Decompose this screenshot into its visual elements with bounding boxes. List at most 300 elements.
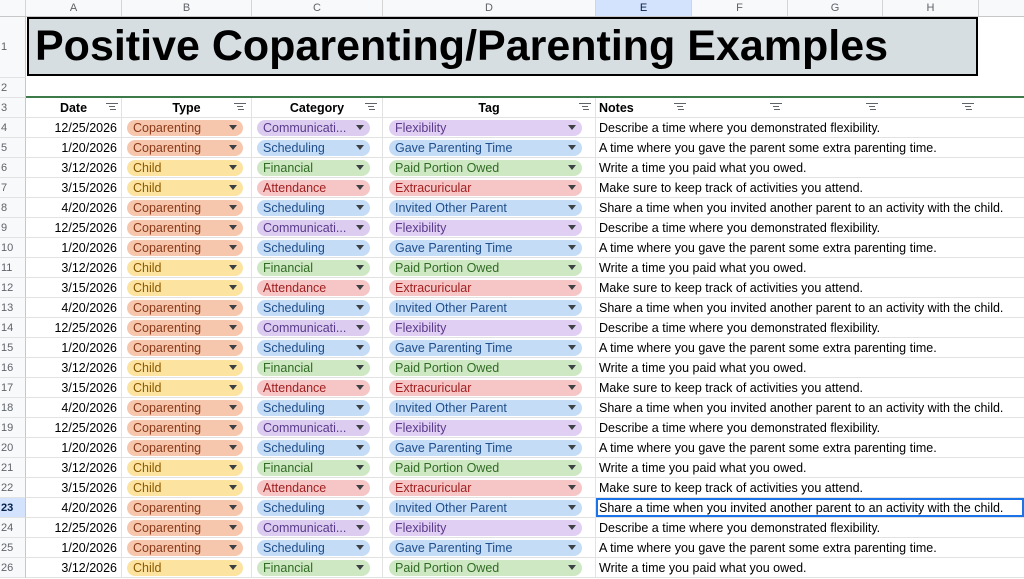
type-dropdown[interactable]: [127, 280, 243, 296]
notes-cell[interactable]: Describe a time where you demonstrated flexibility.: [599, 520, 881, 535]
dropdown-arrow-icon[interactable]: [356, 245, 364, 250]
notes-cell[interactable]: Write a time you paid what you owed.: [599, 360, 807, 375]
category-dropdown[interactable]: [257, 480, 370, 496]
dropdown-arrow-icon[interactable]: [356, 145, 364, 150]
tag-cell[interactable]: [383, 278, 596, 297]
category-dropdown[interactable]: [257, 220, 370, 236]
dropdown-arrow-icon[interactable]: [568, 185, 576, 190]
type-cell[interactable]: [122, 438, 252, 457]
tag-dropdown[interactable]: [389, 320, 582, 336]
notes-cell[interactable]: A time where you gave the parent some extra parenting time.: [599, 540, 937, 555]
dropdown-arrow-icon[interactable]: [229, 365, 237, 370]
type-header[interactable]: [122, 98, 252, 117]
type-dropdown[interactable]: [127, 200, 243, 216]
dropdown-arrow-icon[interactable]: [229, 405, 237, 410]
dropdown-arrow-icon[interactable]: [229, 305, 237, 310]
dropdown-arrow-icon[interactable]: [568, 565, 576, 570]
category-dropdown[interactable]: [257, 540, 370, 556]
tag-cell[interactable]: [383, 198, 596, 217]
tag-cell[interactable]: [383, 438, 596, 457]
type-cell[interactable]: [122, 518, 252, 537]
notes-cell[interactable]: Describe a time where you demonstrated flexibility.: [599, 220, 881, 235]
dropdown-arrow-icon[interactable]: [356, 405, 364, 410]
dropdown-arrow-icon[interactable]: [568, 285, 576, 290]
row-number[interactable]: 6: [0, 158, 26, 178]
notes-cell[interactable]: Describe a time where you demonstrated flexibility.: [599, 420, 881, 435]
tag-dropdown[interactable]: [389, 440, 582, 456]
date-cell[interactable]: 3/15/2026: [26, 178, 122, 197]
row-number[interactable]: 25: [0, 538, 26, 558]
row-number[interactable]: 3: [0, 98, 26, 118]
column-header-f[interactable]: F: [692, 0, 788, 16]
tag-dropdown[interactable]: [389, 180, 582, 196]
column-header-e[interactable]: E: [596, 0, 692, 16]
date-cell[interactable]: 4/20/2026: [26, 498, 122, 517]
type-cell[interactable]: [122, 218, 252, 237]
type-cell[interactable]: [122, 398, 252, 417]
notes-cell[interactable]: Make sure to keep track of activities you attend.: [599, 280, 864, 295]
dropdown-arrow-icon[interactable]: [356, 485, 364, 490]
dropdown-arrow-icon[interactable]: [356, 365, 364, 370]
category-cell[interactable]: [252, 398, 383, 417]
date-cell[interactable]: 4/20/2026: [26, 198, 122, 217]
notes-cell[interactable]: Write a time you paid what you owed.: [599, 460, 807, 475]
dropdown-arrow-icon[interactable]: [356, 505, 364, 510]
dropdown-arrow-icon[interactable]: [568, 385, 576, 390]
row-number[interactable]: 26: [0, 558, 26, 578]
type-cell[interactable]: [122, 418, 252, 437]
category-cell[interactable]: [252, 378, 383, 397]
category-cell[interactable]: [252, 118, 383, 137]
dropdown-arrow-icon[interactable]: [229, 485, 237, 490]
category-dropdown[interactable]: [257, 460, 370, 476]
dropdown-arrow-icon[interactable]: [356, 165, 364, 170]
category-cell[interactable]: [252, 218, 383, 237]
dropdown-arrow-icon[interactable]: [229, 145, 237, 150]
date-cell[interactable]: 12/25/2026: [26, 218, 122, 237]
notes-cell[interactable]: Share a time when you invited another parent to an activity with the child.: [599, 300, 1004, 315]
dropdown-arrow-icon[interactable]: [229, 285, 237, 290]
date-cell[interactable]: 3/15/2026: [26, 478, 122, 497]
tag-dropdown[interactable]: [389, 260, 582, 276]
category-dropdown[interactable]: [257, 120, 370, 136]
category-cell[interactable]: [252, 258, 383, 277]
category-dropdown[interactable]: [257, 520, 370, 536]
category-cell[interactable]: [252, 138, 383, 157]
notes-cell[interactable]: A time where you gave the parent some extra parenting time.: [599, 140, 937, 155]
type-cell[interactable]: [122, 558, 252, 577]
type-dropdown[interactable]: [127, 500, 243, 516]
row-number[interactable]: 18: [0, 398, 26, 418]
tag-cell[interactable]: [383, 138, 596, 157]
dropdown-arrow-icon[interactable]: [229, 465, 237, 470]
type-dropdown[interactable]: [127, 300, 243, 316]
category-dropdown[interactable]: [257, 320, 370, 336]
row-number[interactable]: 13: [0, 298, 26, 318]
tag-cell[interactable]: [383, 458, 596, 477]
dropdown-arrow-icon[interactable]: [356, 465, 364, 470]
category-dropdown[interactable]: [257, 140, 370, 156]
tag-dropdown[interactable]: [389, 400, 582, 416]
dropdown-arrow-icon[interactable]: [356, 445, 364, 450]
tag-cell[interactable]: [383, 418, 596, 437]
filter-icon[interactable]: [579, 102, 591, 112]
category-cell[interactable]: [252, 518, 383, 537]
row-number[interactable]: 21: [0, 458, 26, 478]
row-number[interactable]: 20: [0, 438, 26, 458]
column-header-h[interactable]: H: [883, 0, 979, 16]
filter-icon[interactable]: [365, 102, 377, 112]
row-number[interactable]: 24: [0, 518, 26, 538]
type-cell[interactable]: [122, 278, 252, 297]
dropdown-arrow-icon[interactable]: [568, 225, 576, 230]
category-dropdown[interactable]: [257, 440, 370, 456]
date-cell[interactable]: 3/12/2026: [26, 258, 122, 277]
date-cell[interactable]: 4/20/2026: [26, 298, 122, 317]
type-dropdown[interactable]: [127, 440, 243, 456]
row-number[interactable]: 9: [0, 218, 26, 238]
row-number[interactable]: 2: [0, 78, 26, 98]
row-number[interactable]: 7: [0, 178, 26, 198]
dropdown-arrow-icon[interactable]: [229, 445, 237, 450]
filter-icon[interactable]: [866, 102, 878, 112]
type-cell[interactable]: [122, 338, 252, 357]
date-cell[interactable]: 4/20/2026: [26, 398, 122, 417]
category-cell[interactable]: [252, 458, 383, 477]
type-cell[interactable]: [122, 258, 252, 277]
category-dropdown[interactable]: [257, 180, 370, 196]
dropdown-arrow-icon[interactable]: [356, 425, 364, 430]
filter-icon[interactable]: [674, 102, 686, 112]
type-cell[interactable]: [122, 378, 252, 397]
tag-cell[interactable]: [383, 558, 596, 577]
tag-dropdown[interactable]: [389, 140, 582, 156]
date-cell[interactable]: 12/25/2026: [26, 518, 122, 537]
dropdown-arrow-icon[interactable]: [356, 325, 364, 330]
type-dropdown[interactable]: [127, 400, 243, 416]
filter-icon[interactable]: [234, 102, 246, 112]
type-dropdown[interactable]: [127, 380, 243, 396]
date-header[interactable]: [26, 98, 122, 117]
type-dropdown[interactable]: [127, 240, 243, 256]
tag-dropdown[interactable]: [389, 560, 582, 576]
category-cell[interactable]: [252, 498, 383, 517]
tag-cell[interactable]: [383, 178, 596, 197]
date-cell[interactable]: 1/20/2026: [26, 138, 122, 157]
category-dropdown[interactable]: [257, 240, 370, 256]
row-number[interactable]: 8: [0, 198, 26, 218]
category-header[interactable]: [252, 98, 383, 117]
dropdown-arrow-icon[interactable]: [356, 525, 364, 530]
row-number[interactable]: 1: [0, 17, 26, 78]
dropdown-arrow-icon[interactable]: [568, 525, 576, 530]
tag-cell[interactable]: [383, 518, 596, 537]
dropdown-arrow-icon[interactable]: [229, 225, 237, 230]
dropdown-arrow-icon[interactable]: [568, 505, 576, 510]
category-dropdown[interactable]: [257, 200, 370, 216]
category-cell[interactable]: [252, 278, 383, 297]
category-cell[interactable]: [252, 158, 383, 177]
dropdown-arrow-icon[interactable]: [568, 365, 576, 370]
category-dropdown[interactable]: [257, 400, 370, 416]
row-number[interactable]: 12: [0, 278, 26, 298]
dropdown-arrow-icon[interactable]: [356, 125, 364, 130]
dropdown-arrow-icon[interactable]: [356, 185, 364, 190]
tag-dropdown[interactable]: [389, 420, 582, 436]
date-cell[interactable]: 1/20/2026: [26, 438, 122, 457]
type-dropdown[interactable]: [127, 160, 243, 176]
dropdown-arrow-icon[interactable]: [568, 485, 576, 490]
tag-cell[interactable]: [383, 238, 596, 257]
dropdown-arrow-icon[interactable]: [356, 305, 364, 310]
category-cell[interactable]: [252, 478, 383, 497]
tag-dropdown[interactable]: [389, 380, 582, 396]
dropdown-arrow-icon[interactable]: [356, 345, 364, 350]
column-header-d[interactable]: D: [383, 0, 596, 16]
category-cell[interactable]: [252, 178, 383, 197]
dropdown-arrow-icon[interactable]: [356, 205, 364, 210]
tag-dropdown[interactable]: [389, 300, 582, 316]
dropdown-arrow-icon[interactable]: [356, 385, 364, 390]
category-cell[interactable]: [252, 438, 383, 457]
category-cell[interactable]: [252, 358, 383, 377]
notes-cell[interactable]: Make sure to keep track of activities you attend.: [599, 480, 864, 495]
filter-icon[interactable]: [106, 102, 118, 112]
dropdown-arrow-icon[interactable]: [568, 545, 576, 550]
tag-dropdown[interactable]: [389, 540, 582, 556]
dropdown-arrow-icon[interactable]: [229, 345, 237, 350]
dropdown-arrow-icon[interactable]: [568, 125, 576, 130]
tag-cell[interactable]: [383, 298, 596, 317]
type-dropdown[interactable]: [127, 120, 243, 136]
dropdown-arrow-icon[interactable]: [356, 225, 364, 230]
category-cell[interactable]: [252, 558, 383, 577]
tag-dropdown[interactable]: [389, 220, 582, 236]
date-cell[interactable]: 3/12/2026: [26, 458, 122, 477]
notes-cell[interactable]: Share a time when you invited another parent to an activity with the child.: [599, 400, 1004, 415]
row-number[interactable]: 17: [0, 378, 26, 398]
type-dropdown[interactable]: [127, 260, 243, 276]
dropdown-arrow-icon[interactable]: [568, 305, 576, 310]
row-number[interactable]: 23: [0, 498, 26, 518]
category-cell[interactable]: [252, 318, 383, 337]
notes-cell[interactable]: Share a time when you invited another parent to an activity with the child.: [599, 200, 1004, 215]
category-cell[interactable]: [252, 238, 383, 257]
tag-dropdown[interactable]: [389, 360, 582, 376]
type-cell[interactable]: [122, 478, 252, 497]
tag-dropdown[interactable]: [389, 280, 582, 296]
dropdown-arrow-icon[interactable]: [568, 205, 576, 210]
tag-cell[interactable]: [383, 498, 596, 517]
row-number[interactable]: 5: [0, 138, 26, 158]
tag-cell[interactable]: [383, 158, 596, 177]
dropdown-arrow-icon[interactable]: [229, 385, 237, 390]
dropdown-arrow-icon[interactable]: [568, 465, 576, 470]
dropdown-arrow-icon[interactable]: [568, 245, 576, 250]
date-cell[interactable]: 12/25/2026: [26, 118, 122, 137]
dropdown-arrow-icon[interactable]: [568, 165, 576, 170]
type-dropdown[interactable]: [127, 460, 243, 476]
title-banner[interactable]: [27, 17, 978, 76]
date-cell[interactable]: 3/12/2026: [26, 158, 122, 177]
type-dropdown[interactable]: [127, 540, 243, 556]
type-cell[interactable]: [122, 458, 252, 477]
notes-cell[interactable]: Write a time you paid what you owed.: [599, 260, 807, 275]
type-cell[interactable]: [122, 198, 252, 217]
notes-cell[interactable]: Describe a time where you demonstrated flexibility.: [599, 120, 881, 135]
filter-icon[interactable]: [770, 102, 782, 112]
tag-cell[interactable]: [383, 118, 596, 137]
tag-dropdown[interactable]: [389, 160, 582, 176]
tag-cell[interactable]: [383, 358, 596, 377]
category-dropdown[interactable]: [257, 380, 370, 396]
column-header-g[interactable]: G: [788, 0, 883, 16]
column-header-a[interactable]: A: [26, 0, 122, 16]
type-dropdown[interactable]: [127, 180, 243, 196]
notes-cell[interactable]: A time where you gave the parent some extra parenting time.: [599, 240, 937, 255]
dropdown-arrow-icon[interactable]: [229, 525, 237, 530]
tag-dropdown[interactable]: [389, 480, 582, 496]
dropdown-arrow-icon[interactable]: [229, 205, 237, 210]
date-cell[interactable]: 3/15/2026: [26, 378, 122, 397]
row-number[interactable]: 19: [0, 418, 26, 438]
category-dropdown[interactable]: [257, 160, 370, 176]
type-cell[interactable]: [122, 538, 252, 557]
type-dropdown[interactable]: [127, 220, 243, 236]
notes-cell[interactable]: Describe a time where you demonstrated flexibility.: [599, 320, 881, 335]
type-dropdown[interactable]: [127, 420, 243, 436]
notes-cell[interactable]: Make sure to keep track of activities you attend.: [599, 380, 864, 395]
tag-cell[interactable]: [383, 218, 596, 237]
category-dropdown[interactable]: [257, 260, 370, 276]
tag-dropdown[interactable]: [389, 120, 582, 136]
dropdown-arrow-icon[interactable]: [356, 565, 364, 570]
dropdown-arrow-icon[interactable]: [229, 185, 237, 190]
dropdown-arrow-icon[interactable]: [568, 405, 576, 410]
type-cell[interactable]: [122, 158, 252, 177]
date-cell[interactable]: 3/15/2026: [26, 278, 122, 297]
dropdown-arrow-icon[interactable]: [356, 285, 364, 290]
date-cell[interactable]: 12/25/2026: [26, 418, 122, 437]
tag-dropdown[interactable]: [389, 520, 582, 536]
row-number[interactable]: 4: [0, 118, 26, 138]
notes-cell[interactable]: A time where you gave the parent some extra parenting time.: [599, 340, 937, 355]
type-cell[interactable]: [122, 318, 252, 337]
notes-cell[interactable]: A time where you gave the parent some extra parenting time.: [599, 440, 937, 455]
date-cell[interactable]: 3/12/2026: [26, 358, 122, 377]
date-cell[interactable]: 1/20/2026: [26, 338, 122, 357]
type-dropdown[interactable]: [127, 360, 243, 376]
type-dropdown[interactable]: [127, 520, 243, 536]
row-number[interactable]: 15: [0, 338, 26, 358]
tag-cell[interactable]: [383, 338, 596, 357]
date-cell[interactable]: 1/20/2026: [26, 538, 122, 557]
date-cell[interactable]: 3/12/2026: [26, 558, 122, 577]
dropdown-arrow-icon[interactable]: [356, 545, 364, 550]
type-cell[interactable]: [122, 498, 252, 517]
column-header-i[interactable]: [979, 0, 1024, 16]
tag-dropdown[interactable]: [389, 340, 582, 356]
date-cell[interactable]: 12/25/2026: [26, 318, 122, 337]
dropdown-arrow-icon[interactable]: [229, 325, 237, 330]
dropdown-arrow-icon[interactable]: [229, 425, 237, 430]
tag-dropdown[interactable]: [389, 500, 582, 516]
dropdown-arrow-icon[interactable]: [568, 345, 576, 350]
type-dropdown[interactable]: [127, 340, 243, 356]
category-dropdown[interactable]: [257, 560, 370, 576]
notes-cell[interactable]: Write a time you paid what you owed.: [599, 560, 807, 575]
tag-cell[interactable]: [383, 538, 596, 557]
tag-cell[interactable]: [383, 478, 596, 497]
row-number[interactable]: 10: [0, 238, 26, 258]
type-dropdown[interactable]: [127, 560, 243, 576]
category-cell[interactable]: [252, 418, 383, 437]
dropdown-arrow-icon[interactable]: [229, 245, 237, 250]
category-dropdown[interactable]: [257, 420, 370, 436]
type-cell[interactable]: [122, 298, 252, 317]
category-dropdown[interactable]: [257, 500, 370, 516]
type-cell[interactable]: [122, 238, 252, 257]
tag-dropdown[interactable]: [389, 200, 582, 216]
date-cell[interactable]: 1/20/2026: [26, 238, 122, 257]
dropdown-arrow-icon[interactable]: [568, 265, 576, 270]
dropdown-arrow-icon[interactable]: [356, 265, 364, 270]
tag-cell[interactable]: [383, 318, 596, 337]
dropdown-arrow-icon[interactable]: [568, 445, 576, 450]
row-number[interactable]: 16: [0, 358, 26, 378]
tag-header[interactable]: [383, 98, 596, 117]
dropdown-arrow-icon[interactable]: [229, 125, 237, 130]
category-dropdown[interactable]: [257, 360, 370, 376]
type-dropdown[interactable]: [127, 480, 243, 496]
type-dropdown[interactable]: [127, 320, 243, 336]
filter-icon[interactable]: [962, 102, 974, 112]
category-dropdown[interactable]: [257, 340, 370, 356]
row-number[interactable]: 14: [0, 318, 26, 338]
type-cell[interactable]: [122, 118, 252, 137]
tag-cell[interactable]: [383, 398, 596, 417]
tag-dropdown[interactable]: [389, 240, 582, 256]
category-cell[interactable]: [252, 298, 383, 317]
type-cell[interactable]: [122, 178, 252, 197]
corner-select-all[interactable]: [0, 0, 26, 16]
notes-cell[interactable]: Write a time you paid what you owed.: [599, 160, 807, 175]
category-cell[interactable]: [252, 338, 383, 357]
tag-dropdown[interactable]: [389, 460, 582, 476]
column-header-c[interactable]: C: [252, 0, 383, 16]
notes-cell[interactable]: Make sure to keep track of activities you attend.: [599, 180, 864, 195]
dropdown-arrow-icon[interactable]: [229, 505, 237, 510]
category-dropdown[interactable]: [257, 280, 370, 296]
type-dropdown[interactable]: [127, 140, 243, 156]
tag-cell[interactable]: [383, 258, 596, 277]
dropdown-arrow-icon[interactable]: [229, 565, 237, 570]
type-cell[interactable]: [122, 138, 252, 157]
dropdown-arrow-icon[interactable]: [229, 545, 237, 550]
dropdown-arrow-icon[interactable]: [568, 425, 576, 430]
category-cell[interactable]: [252, 198, 383, 217]
row-number[interactable]: 22: [0, 478, 26, 498]
type-cell[interactable]: [122, 358, 252, 377]
row-number[interactable]: 11: [0, 258, 26, 278]
dropdown-arrow-icon[interactable]: [568, 325, 576, 330]
notes-cell[interactable]: Share a time when you invited another parent to an activity with the child.: [596, 498, 1024, 517]
category-cell[interactable]: [252, 538, 383, 557]
column-header-b[interactable]: B: [122, 0, 252, 16]
tag-cell[interactable]: [383, 378, 596, 397]
category-dropdown[interactable]: [257, 300, 370, 316]
dropdown-arrow-icon[interactable]: [568, 145, 576, 150]
